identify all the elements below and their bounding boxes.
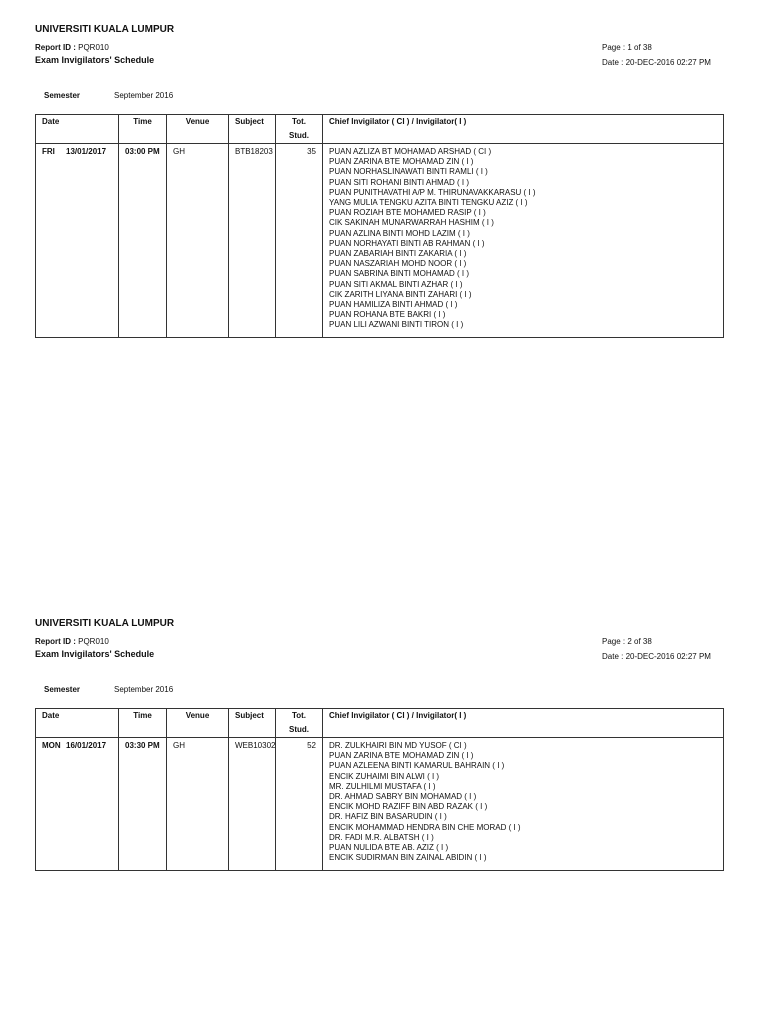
report-id-label: Report ID : [35, 637, 76, 646]
invigilator-name: PUAN HAMILIZA BINTI AHMAD ( I ) [329, 300, 458, 310]
col-header-subject: Subject [229, 709, 276, 738]
invigilator-name: PUAN NORHASLINAWATI BINTI RAMLI ( I ) [329, 167, 488, 177]
invigilator-name: PUAN SITI AKMAL BINTI AZHAR ( I ) [329, 279, 463, 289]
invigilator-name: PUAN PUNITHAVATHI A/P M. THIRUNAVAKKARASU ( I ) [329, 187, 536, 197]
invigilator-name: PUAN NORHAYATI BINTI AB RAHMAN ( I ) [329, 238, 485, 248]
report-id-value: PQR010 [78, 637, 109, 646]
print-date: Date : 20-DEC-2016 02:27 PM [602, 58, 711, 67]
schedule-table [35, 708, 724, 871]
cell-invigilators [323, 144, 724, 338]
col-header-time: Time [119, 115, 167, 144]
invigilator-name: PUAN AZLINA BINTI MOHD LAZIM ( I ) [329, 228, 470, 238]
invigilator-name: DR. FADI M.R. ALBATSH ( I ) [329, 832, 434, 842]
invigilator-name: PUAN SABRINA BINTI MOHAMAD ( I ) [329, 269, 470, 279]
semester-label: Semester [44, 685, 81, 694]
col-header-tot-stud: Tot. Stud. [276, 709, 323, 738]
day-of-week: MON [42, 741, 61, 750]
col-header-tot-stud: Tot. Stud. [276, 115, 323, 144]
invigilator-name: PUAN ROHANA BTE BAKRI ( I ) [329, 310, 446, 320]
invigilator-name: ENCIK SUDIRMAN BIN ZAINAL ABIDIN ( I ) [329, 853, 487, 863]
table-row [36, 738, 724, 871]
col-header-subject: Subject [229, 115, 276, 144]
print-date: Date : 20-DEC-2016 02:27 PM [602, 652, 711, 661]
cell-invigilators [323, 738, 724, 871]
semester-value: September 2016 [114, 91, 174, 100]
report-id-line [35, 637, 109, 646]
semester-value: September 2016 [114, 685, 174, 694]
report-id-line [35, 43, 109, 52]
schedule-table [35, 114, 724, 338]
cell-tot-stud: 35 [276, 144, 323, 338]
cell-venue: GH [167, 738, 229, 871]
day-of-week: FRI [42, 147, 55, 156]
invigilator-name: PUAN ROZIAH BTE MOHAMED RASIP ( I ) [329, 208, 486, 218]
report-id-label: Report ID : [35, 43, 76, 52]
semester-label: Semester [44, 91, 81, 100]
exam-date: 16/01/2017 [66, 741, 107, 750]
cell-tot-stud: 52 [276, 738, 323, 871]
table-row [36, 144, 724, 338]
university-name: UNIVERSITI KUALA LUMPUR [35, 24, 175, 35]
col-header-venue: Venue [167, 115, 229, 144]
report-id-value: PQR010 [78, 43, 109, 52]
invigilator-name: PUAN ZARINA BTE MOHAMAD ZIN ( I ) [329, 751, 474, 761]
cell-subject: BTB18203 [229, 144, 276, 338]
invigilator-name: DR. HAFIZ BIN BASARUDIN ( I ) [329, 812, 447, 822]
invigilator-name: CIK ZARITH LIYANA BINTI ZAHARI ( I ) [329, 289, 472, 299]
report-title: Exam Invigilators' Schedule [35, 649, 155, 659]
col-header-venue: Venue [167, 709, 229, 738]
col-header-invigilators: Chief Invigilator ( CI ) / Invigilator( I ) [323, 115, 724, 144]
invigilator-name: PUAN NULIDA BTE AB. AZIZ ( I ) [329, 843, 449, 853]
invigilator-name: PUAN AZLIZA BT MOHAMAD ARSHAD ( CI ) [329, 147, 492, 156]
invigilator-name: ENCIK MOHAMMAD HENDRA BIN CHE MORAD ( I ) [329, 822, 521, 832]
report-title: Exam Invigilators' Schedule [35, 55, 155, 65]
col-header-date: Date [36, 115, 119, 144]
invigilator-name: PUAN AZLEENA BINTI KAMARUL BAHRAIN ( I ) [329, 761, 505, 771]
invigilator-name: DR. ZULKHAIRI BIN MD YUSOF ( CI ) [329, 741, 467, 750]
invigilator-name: DR. AHMAD SABRY BIN MOHAMAD ( I ) [329, 792, 477, 802]
university-name: UNIVERSITI KUALA LUMPUR [35, 618, 175, 629]
invigilator-name: YANG MULIA TENGKU AZITA BINTI TENGKU AZIZ ( I ) [329, 198, 528, 208]
cell-subject: WEB10302 [229, 738, 276, 871]
col-header-time: Time [119, 709, 167, 738]
exam-date: 13/01/2017 [66, 147, 107, 156]
invigilator-name: PUAN LILI AZWANI BINTI TIRON ( I ) [329, 320, 464, 330]
cell-time: 03:00 PM [119, 144, 167, 338]
invigilator-name: CIK SAKINAH MUNARWARRAH HASHIM ( I ) [329, 218, 494, 228]
col-header-date: Date [36, 709, 119, 738]
invigilator-name: MR. ZULHILMI MUSTAFA ( I ) [329, 781, 436, 791]
col-header-invigilators: Chief Invigilator ( CI ) / Invigilator( I ) [323, 709, 724, 738]
invigilator-name: ENCIK ZUHAIMI BIN ALWI ( I ) [329, 771, 440, 781]
invigilator-name: PUAN ZABARIAH BINTI ZAKARIA ( I ) [329, 249, 467, 259]
invigilator-name: PUAN NASZARIAH MOHD NOOR ( I ) [329, 259, 467, 269]
invigilator-name: PUAN ZARINA BTE MOHAMAD ZIN ( I ) [329, 157, 474, 167]
table-header-row [36, 709, 724, 738]
cell-time: 03:30 PM [119, 738, 167, 871]
cell-venue: GH [167, 144, 229, 338]
cell-date [36, 144, 119, 338]
invigilator-name: PUAN SITI ROHANI BINTI AHMAD ( I ) [329, 177, 470, 187]
cell-date [36, 738, 119, 871]
invigilator-name: ENCIK MOHD RAZIFF BIN ABD RAZAK ( I ) [329, 802, 488, 812]
table-header-row [36, 115, 724, 144]
page-number: Page : 2 of 38 [602, 637, 652, 646]
page-number: Page : 1 of 38 [602, 43, 652, 52]
